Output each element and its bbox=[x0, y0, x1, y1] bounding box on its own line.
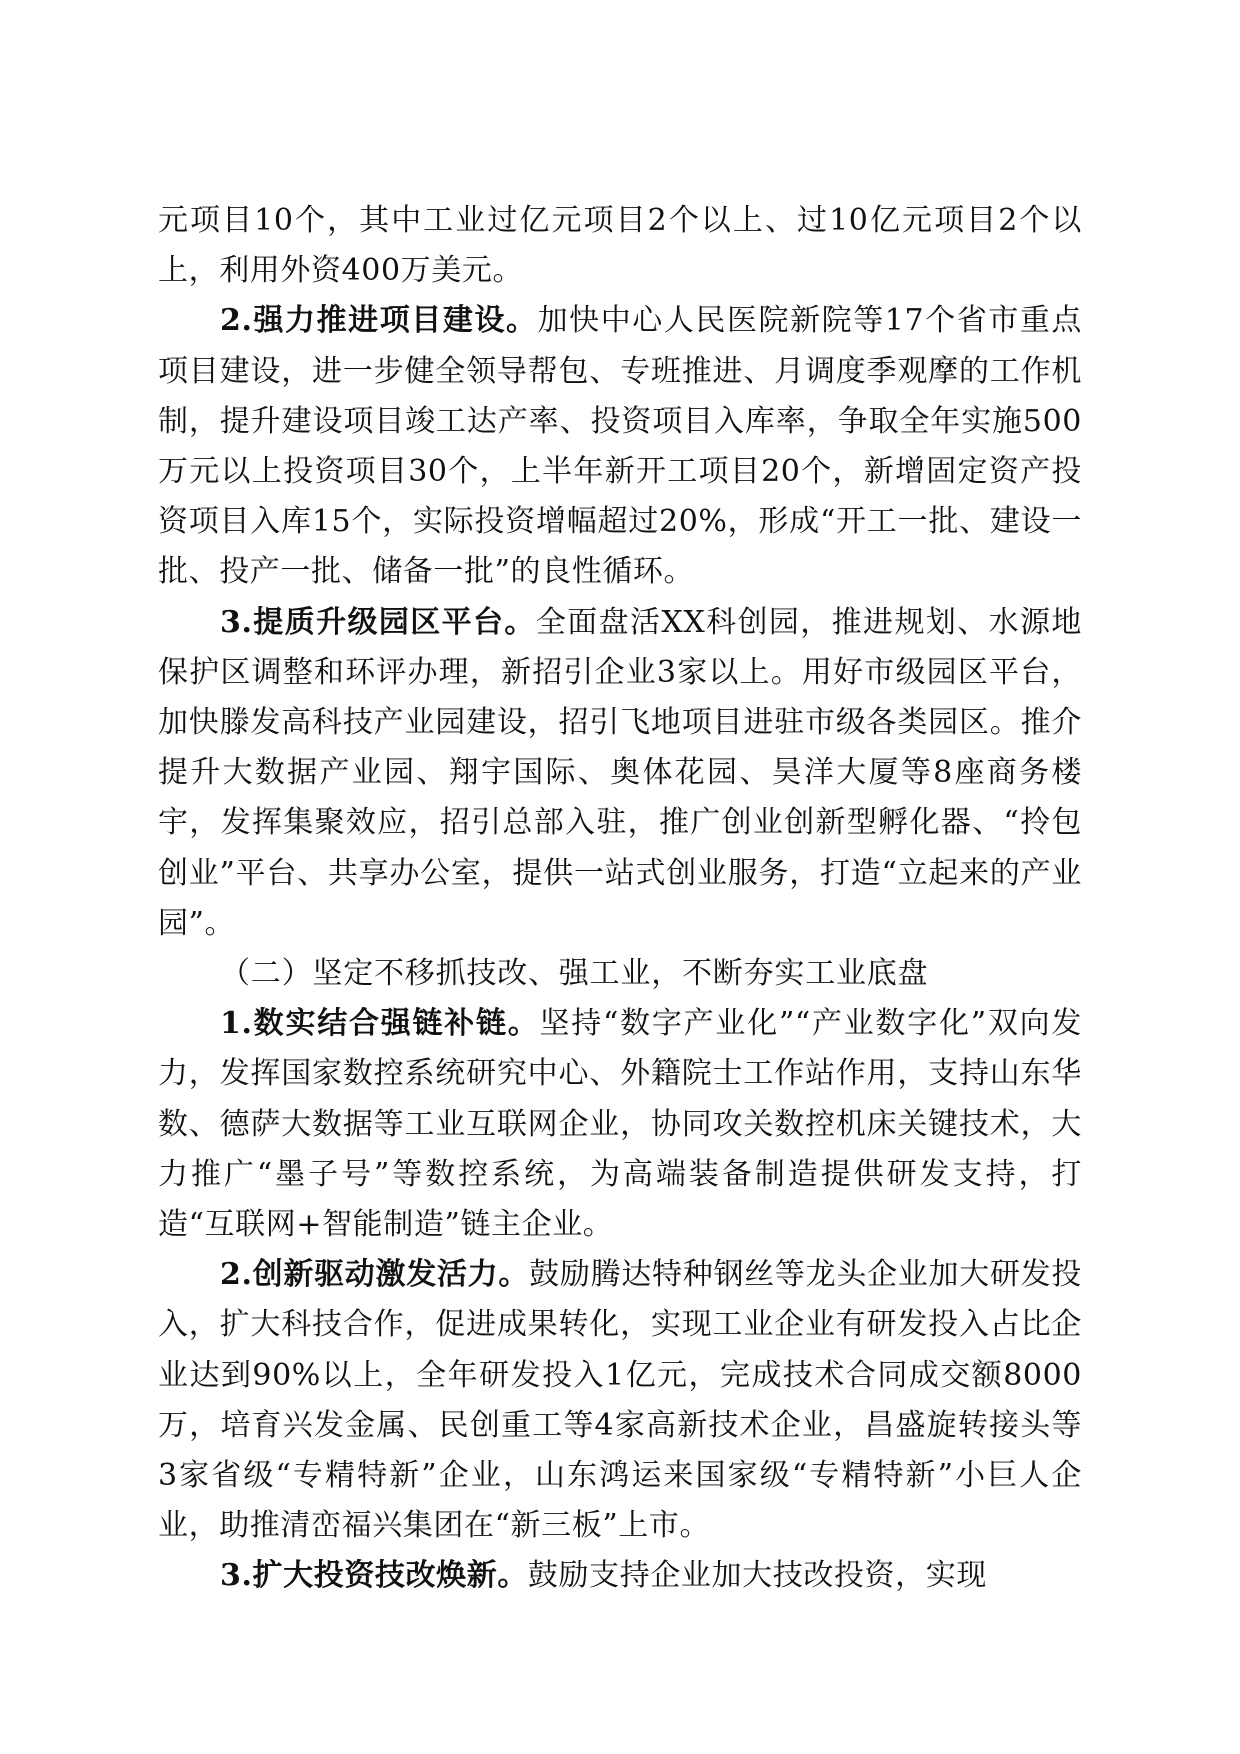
paragraph-digital-integration bbox=[158, 999, 1082, 1250]
paragraph-body: 全面盘活XX科创园，推进规划、水源地保护区调整和环评办理，新招引企业3家以上。用好市级园区平台，加快滕发高科技产业园建设，招引飞地项目进驻市级各类园区。推介提升大数据产业园、翔宇国际、奥体花园、昊洋大厦等8座商务楼宇，发挥集聚效应，招引总部入驻，推广创业创新型孵化器、“拎包创业”平台、共享办公室，提供一站式创业服务，打造“立起来的产业园”。 bbox=[158, 604, 1082, 941]
section-heading bbox=[158, 949, 1082, 999]
section-heading-text: （二）坚定不移抓技改、强工业，不断夯实工业底盘 bbox=[220, 956, 929, 992]
paragraph-body: 鼓励腾达特种钢丝等龙头企业加大研发投入，扩大科技合作，促进成果转化，实现工业企业有研发投入占比企业达到90%以上，全年研发投入1亿元，完成技术合同成交额8000万，培育兴发金属、民创重工等4家高新技术企业，昌盛旋转接头等3家省级“专精特新”企业，山东鸿运来国家级“专精特新”小巨人企业，助推清峦福兴集团在“新三板”上市。 bbox=[158, 1257, 1082, 1544]
paragraph-lead: 1.数实结合强链补链。 bbox=[220, 1006, 540, 1042]
paragraph-body: 加快中心人民医院新院等17个省市重点项目建设，进一步健全领导帮包、专班推进、月调度季观摩的工作机制，提升建设项目竣工达产率、投资项目入库率，争取全年实施500万元以上投资项目30个，上半年新开工项目20个，新增固定资产投资项目入库15个，实际投资增幅超过20%，形成“开工一批、建设一批、投产一批、储备一批”的良性循环。 bbox=[158, 303, 1082, 590]
paragraph-investment bbox=[158, 1551, 1082, 1601]
paragraph-lead: 3.扩大投资技改焕新。 bbox=[220, 1558, 528, 1594]
paragraph-body: 坚持“数字产业化”“产业数字化”双向发力，发挥国家数控系统研究中心、外籍院士工作站作用，支持山东华数、德萨大数据等工业互联网企业，协同攻关数控机床关键技术，大力推广“墨子号”等数控系统，为高端装备制造提供研发支持，打造“互联网+智能制造”链主企业。 bbox=[158, 1006, 1083, 1243]
paragraph-body: 元项目10个，其中工业过亿元项目2个以上、过10亿元项目2个以上，利用外资400万美元。 bbox=[158, 203, 1082, 289]
paragraph-lead: 2.强力推进项目建设。 bbox=[220, 303, 538, 339]
paragraph-continuation bbox=[158, 196, 1082, 296]
paragraph-lead: 3.提质升级园区平台。 bbox=[220, 604, 536, 640]
paragraph-lead: 2.创新驱动激发活力。 bbox=[220, 1257, 530, 1293]
document-page bbox=[158, 196, 1082, 1602]
paragraph-park-platform bbox=[158, 598, 1082, 949]
paragraph-innovation bbox=[158, 1250, 1082, 1551]
paragraph-body: 鼓励支持企业加大技改投资，实现 bbox=[527, 1558, 987, 1594]
paragraph-project-construction bbox=[158, 296, 1082, 597]
